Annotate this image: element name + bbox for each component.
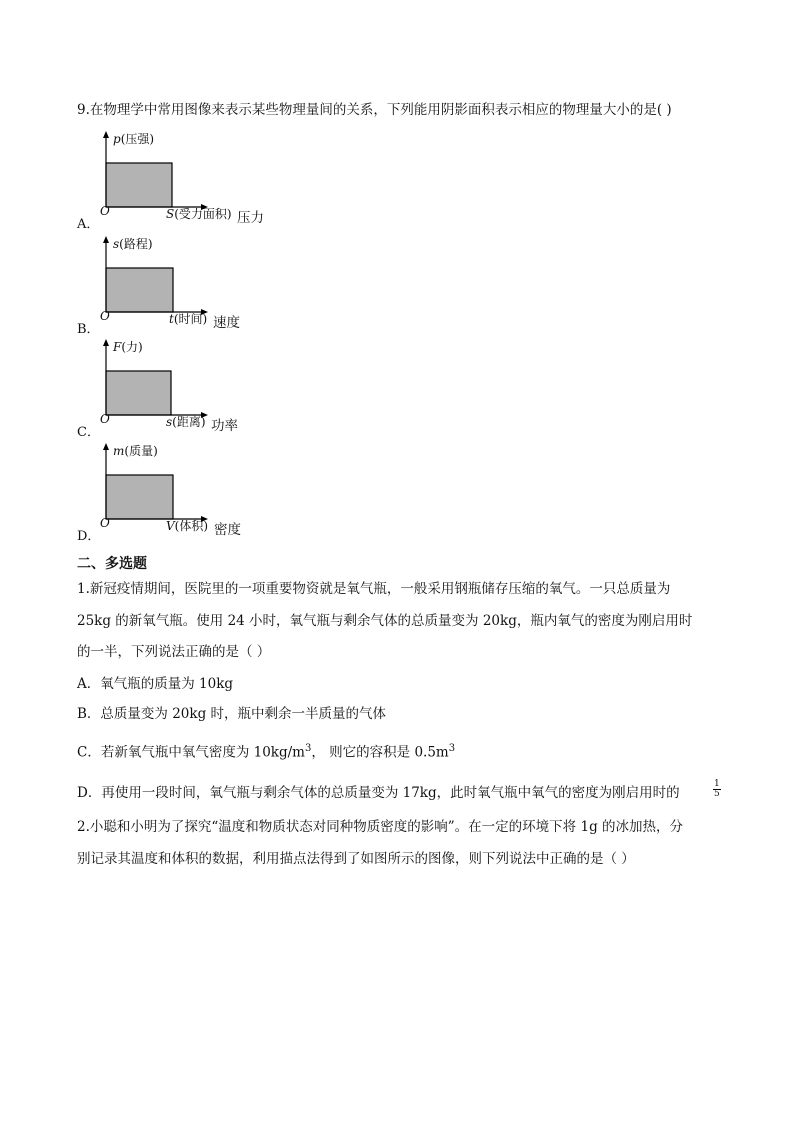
fraction-one-fifth — [713, 780, 721, 799]
q9-stem: 9.在物理学中常用图像来表示某些物理量间的关系，下列能用阴影面积表示相应的物理量大小的是( ) — [77, 102, 672, 118]
option-a-letter[interactable]: A． — [77, 217, 100, 232]
q1-option-b[interactable]: B．总质量变为 20kg 时，瓶中剩余一半质量的气体 — [77, 706, 387, 722]
option-a-graph[interactable] — [96, 130, 264, 226]
option-b-letter[interactable]: B． — [77, 322, 100, 337]
x-axis-label: t(时间) — [169, 312, 208, 326]
y-axis-label: m(质量) — [113, 444, 158, 458]
q1-option-c[interactable] — [77, 744, 455, 760]
q1-stem-line1: 1.新冠疫情期间，医院里的一项重要物资就是氧气瓶，一般采用钢瓶储存压缩的氧气。一只总质量为 — [77, 581, 671, 597]
superscript: 3 — [304, 743, 312, 754]
y-arrow-icon — [103, 443, 109, 450]
x-axis-label: S(受力面积) — [166, 207, 232, 221]
shaded-area — [106, 268, 173, 312]
y-axis-label: F(力) — [113, 340, 143, 354]
x-axis-label: s(距离) — [166, 415, 206, 429]
shaded-area — [106, 475, 173, 519]
shaded-area — [106, 371, 171, 415]
y-axis-label: s(路程) — [113, 237, 153, 251]
numerator: 1 — [714, 779, 720, 789]
denominator: 5 — [714, 789, 720, 799]
y-arrow-icon — [103, 131, 109, 138]
quantity-label: 密度 — [214, 522, 241, 538]
option-c-text-2: ， 则它的容积是 0.5m — [311, 744, 449, 761]
section-heading: 二、多选题 — [77, 556, 147, 572]
q1-stem-line2: 25kg 的新氧气瓶。使用 24 小时，氧气瓶与剩余气体的总质量变为 20kg，瓶内氧气的密度为刚启用时 — [77, 613, 693, 629]
q2-stem-line1: 2.小聪和小明为了探究“温度和物质状态对同种物质密度的影响”。在一定的环境下将 1g 的冰加热，分 — [77, 819, 683, 835]
option-d-graph[interactable] — [96, 442, 241, 538]
q1-option-a[interactable]: A．氧气瓶的质量为 10kg — [77, 676, 234, 692]
option-d-letter[interactable]: D． — [77, 529, 101, 544]
y-axis-label: p(压强) — [113, 132, 155, 146]
shaded-area — [106, 163, 172, 207]
quantity-label: 速度 — [213, 315, 240, 331]
option-c-text: C．若新氧气瓶中氧气密度为 10kg/m — [77, 744, 305, 761]
origin-label: O — [100, 412, 110, 426]
origin-label: O — [100, 516, 110, 530]
y-arrow-icon — [103, 339, 109, 346]
option-c-letter[interactable]: C． — [77, 425, 100, 440]
y-arrow-icon — [103, 236, 109, 243]
option-c-graph[interactable] — [96, 338, 238, 434]
x-axis-label: V(体积) — [166, 519, 209, 533]
quantity-label: 压力 — [237, 210, 264, 226]
q1-stem-line3: 的一半，下列说法正确的是（ ） — [77, 644, 271, 660]
quantity-label: 功率 — [211, 418, 238, 434]
q1-option-d[interactable]: D．再使用一段时间，氧气瓶与剩余气体的总质量变为 17kg，此时氧气瓶中氧气的密度为刚启用时的 — [77, 785, 680, 801]
origin-label: O — [100, 204, 110, 218]
origin-label: O — [100, 309, 110, 323]
superscript: 3 — [448, 743, 456, 754]
option-b-graph[interactable] — [96, 235, 240, 331]
q2-stem-line2: 别记录其温度和体积的数据，利用描点法得到了如图所示的图像，则下列说法中正确的是（ ） — [77, 851, 635, 867]
